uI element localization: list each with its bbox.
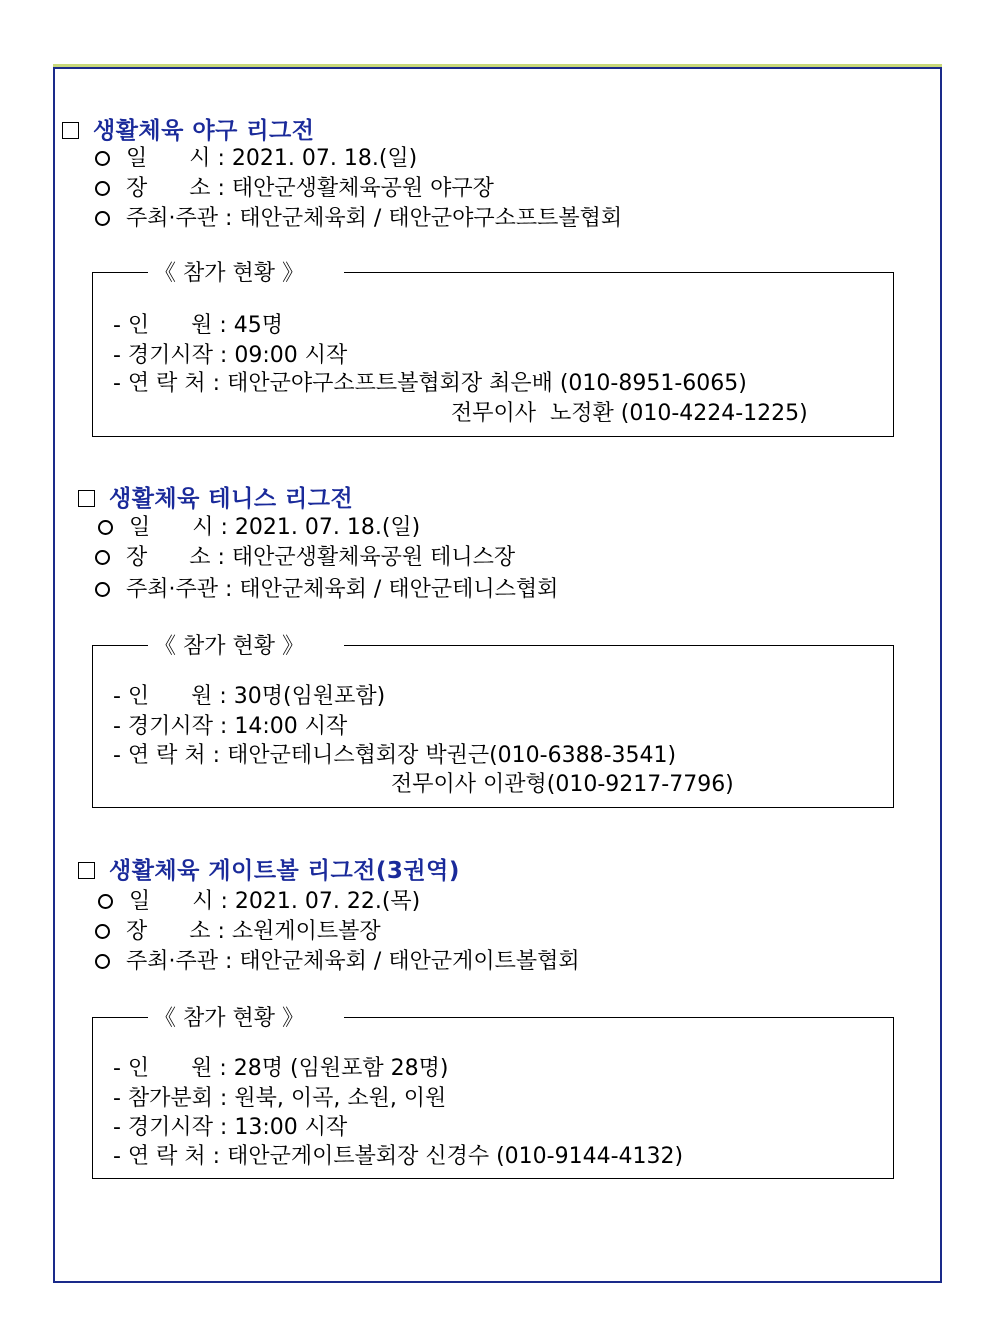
row-branches: - 참가분회 : 원북, 이곡, 소원, 이원 (113, 1086, 447, 1111)
section-heading-baseball: 생활체육 야구 리그전 (62, 112, 314, 145)
row-contact-secondary: 전무이사 노정환 (010-4224-1225) (451, 401, 808, 426)
circle-bullet-icon (95, 550, 110, 565)
box-title: 《 참가 현황 》 (148, 1001, 344, 1032)
info-date: 일 시 : 2021. 07. 18.(일) (95, 144, 417, 174)
circle-bullet-icon (95, 151, 110, 166)
circle-bullet-icon (98, 894, 113, 909)
info-host: 주최·주관 : 태안군체육회 / 태안군테니스협회 (95, 575, 558, 605)
checkbox-square-icon (78, 862, 95, 879)
participation-box-tennis (92, 634, 894, 808)
circle-bullet-icon (95, 924, 110, 939)
participation-box-gateball (92, 1006, 894, 1179)
checkbox-square-icon (78, 490, 95, 507)
circle-bullet-icon (98, 520, 113, 535)
checkbox-square-icon (62, 122, 79, 139)
circle-bullet-icon (95, 954, 110, 969)
info-host: 주최·주관 : 태안군체육회 / 태안군게이트볼협회 (95, 947, 580, 977)
circle-bullet-icon (95, 582, 110, 597)
row-start: - 경기시작 : 13:00 시작 (113, 1115, 348, 1140)
info-host: 주최·주관 : 태안군체육회 / 태안군야구소프트볼협회 (95, 204, 622, 234)
box-title: 《 참가 현황 》 (148, 629, 344, 660)
info-place: 장 소 : 태안군생활체육공원 테니스장 (95, 543, 515, 573)
info-date: 일 시 : 2021. 07. 22.(목) (98, 887, 420, 917)
info-place: 장 소 : 태안군생활체육공원 야구장 (95, 174, 494, 204)
row-contact: - 연 락 처 : 태안군테니스협회장 박권근(010-6388-3541) (113, 743, 677, 768)
row-count: - 인 원 : 28명 (임원포함 28명) (113, 1056, 449, 1081)
row-start: - 경기시작 : 14:00 시작 (113, 714, 348, 739)
box-title: 《 참가 현황 》 (148, 256, 344, 287)
row-contact: - 연 락 처 : 태안군야구소프트볼협회장 최은배 (010-8951-6065) (113, 371, 747, 396)
circle-bullet-icon (95, 211, 110, 226)
info-place: 장 소 : 소원게이트볼장 (95, 917, 381, 947)
circle-bullet-icon (95, 181, 110, 196)
row-contact-secondary: 전무이사 이관형(010-9217-7796) (391, 772, 734, 797)
section-heading-tennis: 생활체육 테니스 리그전 (78, 480, 353, 513)
row-contact: - 연 락 처 : 태안군게이트볼회장 신경수 (010-9144-4132) (113, 1144, 684, 1169)
row-start: - 경기시작 : 09:00 시작 (113, 343, 348, 368)
info-date: 일 시 : 2021. 07. 18.(일) (98, 513, 420, 543)
row-count: - 인 원 : 30명(임원포함) (113, 684, 386, 709)
section-heading-gateball: 생활체육 게이트볼 리그전(3권역) (78, 852, 460, 885)
participation-box-baseball (92, 261, 894, 437)
row-count: - 인 원 : 45명 (113, 313, 284, 338)
